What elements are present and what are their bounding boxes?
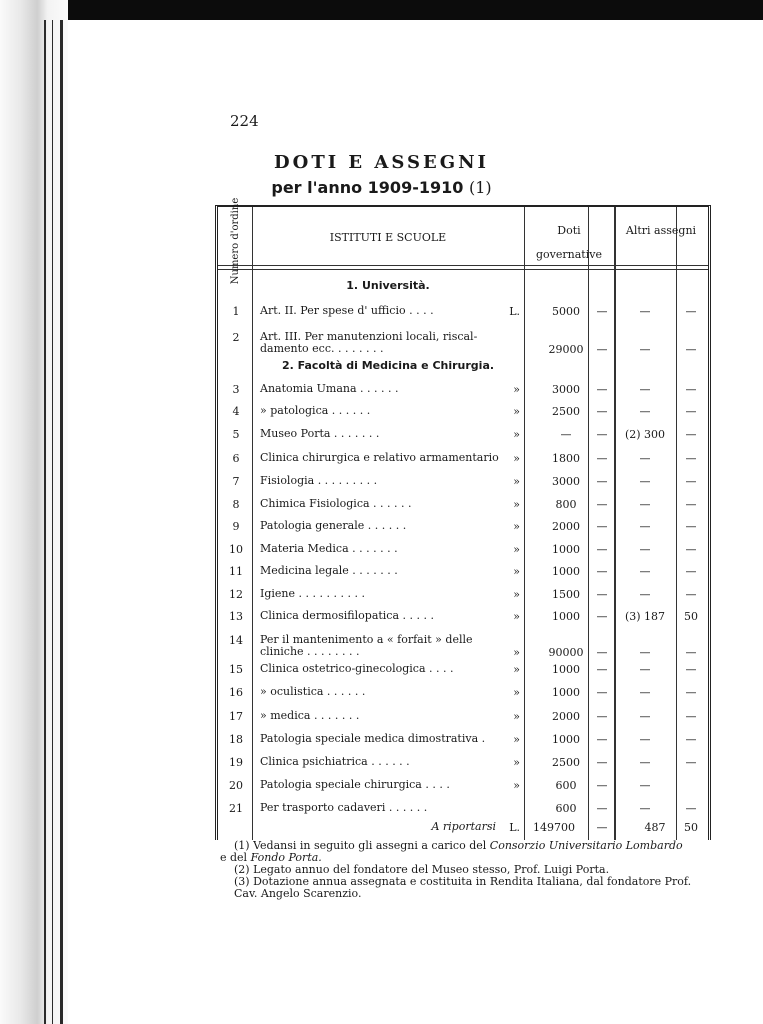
row-doti-dash: — — [596, 610, 608, 623]
row-altri-extra: — — [685, 383, 697, 396]
row-unit: » — [513, 610, 520, 623]
row-doti-dash: — — [596, 802, 608, 815]
row-number: 20 — [229, 779, 243, 792]
row-doti: 90000 — [548, 646, 584, 659]
total-altri: 487 — [644, 821, 666, 834]
row-doti: 600 — [555, 779, 577, 792]
row-altri: (2) 300 — [624, 428, 666, 441]
row-altri-extra: — — [685, 646, 697, 659]
section-facolta: 2. Facoltà di Medicina e Chirurgia. — [281, 359, 495, 372]
row-doti-dash: — — [596, 475, 608, 488]
footnote-2: (2) Legato annuo del fondatore del Museo stesso, Prof. Luigi Porta. — [234, 863, 610, 876]
page-subtitle — [0, 178, 763, 197]
row-description: Fisiologia . . . . . . . . . — [260, 474, 378, 487]
row-doti: 2000 — [552, 520, 580, 533]
row-altri-extra: — — [685, 452, 697, 465]
row-unit: » — [513, 475, 520, 488]
row-altri: — — [639, 452, 651, 465]
row-description: Materia Medica . . . . . . . — [260, 542, 398, 555]
row-number: 2 — [232, 331, 240, 344]
row-altri-extra: — — [685, 565, 697, 578]
row-doti: 1000 — [552, 663, 580, 676]
footnote-1-cont: e del Fondo Porta. — [220, 851, 322, 864]
row-doti-dash: — — [596, 588, 608, 601]
row-altri: — — [639, 405, 651, 418]
row-doti: 3000 — [552, 475, 580, 488]
row-doti: 2000 — [552, 710, 580, 723]
row-altri-extra: — — [685, 343, 697, 356]
row-description: Igiene . . . . . . . . . . — [260, 587, 365, 600]
row-unit: » — [513, 498, 520, 511]
row-altri-extra: — — [685, 543, 697, 556]
row-number: 17 — [229, 710, 243, 723]
row-unit: L. — [509, 305, 520, 318]
row-doti: 1000 — [552, 610, 580, 623]
total-label: A riportarsi — [431, 820, 496, 833]
row-doti-dash: — — [596, 779, 608, 792]
total-altri2: 50 — [684, 821, 698, 834]
row-doti-dash: — — [596, 452, 608, 465]
row-description: Clinica ostetrico-ginecologica . . . . — [260, 662, 454, 675]
row-doti: 2500 — [552, 756, 580, 769]
row-description: Patologia speciale chirurgica . . . . — [260, 778, 450, 791]
row-description: Patologia generale . . . . . . — [260, 519, 407, 532]
row-altri: — — [639, 646, 651, 659]
row-altri-extra: — — [685, 588, 697, 601]
header-institutes: ISTITUTI E SCUOLE — [329, 231, 447, 244]
row-doti: 1800 — [552, 452, 580, 465]
row-altri: — — [639, 710, 651, 723]
row-doti-dash: — — [596, 646, 608, 659]
row-altri: — — [639, 686, 651, 699]
row-altri-extra: — — [685, 428, 697, 441]
row-unit: » — [513, 452, 520, 465]
row-doti-dash: — — [596, 710, 608, 723]
header-altri: Altri assegni — [625, 224, 697, 237]
page-title: DOTI E ASSEGNI — [274, 152, 489, 173]
row-number: 14 — [229, 634, 243, 647]
row-altri: — — [639, 543, 651, 556]
row-unit: » — [513, 663, 520, 676]
row-description: » patologica . . . . . . — [260, 404, 371, 417]
row-doti-dash: — — [596, 663, 608, 676]
row-description: Patologia speciale medica dimostrativa . — [260, 732, 486, 745]
row-altri-extra: — — [685, 756, 697, 769]
row-description: Art. III. Per manutenzioni locali, riscal- damento ecc. . . . . . . . — [260, 330, 478, 355]
budget-table — [215, 197, 711, 840]
row-unit: » — [513, 405, 520, 418]
row-number: 13 — [229, 610, 243, 623]
row-doti-dash: — — [596, 543, 608, 556]
row-description: Chimica Fisiologica . . . . . . — [260, 497, 412, 510]
row-unit: » — [513, 543, 520, 556]
row-doti-dash: — — [596, 686, 608, 699]
row-number: 15 — [229, 663, 243, 676]
row-number: 1 — [232, 305, 240, 318]
row-altri: — — [639, 305, 651, 318]
row-description: » medica . . . . . . . — [260, 709, 360, 722]
row-number: 7 — [232, 475, 240, 488]
row-doti-dash: — — [596, 756, 608, 769]
total-doti: 149700 — [533, 821, 575, 834]
row-doti: 600 — [555, 802, 577, 815]
row-unit: » — [513, 646, 520, 659]
row-description: Clinica chirurgica e relativo armamentario — [260, 451, 499, 464]
footnotes — [220, 840, 700, 900]
row-doti: 1000 — [552, 733, 580, 746]
row-number: 19 — [229, 756, 243, 769]
row-number: 9 — [232, 520, 240, 533]
row-unit: » — [513, 428, 520, 441]
row-doti: 1000 — [552, 543, 580, 556]
row-number: 11 — [229, 565, 243, 578]
row-doti-dash: — — [596, 733, 608, 746]
row-number: 16 — [229, 686, 243, 699]
row-doti: 29000 — [548, 343, 584, 356]
row-altri: (3) 187 — [624, 610, 666, 623]
row-altri: — — [639, 802, 651, 815]
row-altri: — — [639, 663, 651, 676]
row-number: 6 — [232, 452, 240, 465]
row-altri-extra: — — [685, 305, 697, 318]
row-description: Art. II. Per spese d' ufficio . . . . — [260, 304, 434, 317]
row-altri: — — [639, 733, 651, 746]
row-description: Clinica psichiatrica . . . . . . — [260, 755, 410, 768]
row-doti: 1000 — [552, 686, 580, 699]
row-unit: » — [513, 733, 520, 746]
total-unit: L. — [509, 821, 520, 834]
row-altri: — — [639, 383, 651, 396]
row-doti-dash: — — [596, 343, 608, 356]
row-doti: 3000 — [552, 383, 580, 396]
row-description: Per trasporto cadaveri . . . . . . — [260, 801, 428, 814]
row-altri: — — [639, 779, 651, 792]
footnote-1: (1) Vedansi in seguito gli assegni a carico del Consorzio Universitario Lombardo — [234, 839, 683, 852]
section-universita: 1. Università. — [346, 279, 430, 292]
row-unit: » — [513, 383, 520, 396]
row-altri: — — [639, 565, 651, 578]
page-number: 224 — [230, 112, 259, 130]
row-doti: — — [560, 428, 572, 441]
row-altri-extra: — — [685, 663, 697, 676]
row-unit: » — [513, 686, 520, 699]
row-altri: — — [639, 520, 651, 533]
row-doti-dash: — — [596, 520, 608, 533]
footnote-3: (3) Dotazione annua assegnata e costituita in Rendita Italiana, dal fondatore Prof. Cav. Angelo Scarenzio. — [234, 875, 692, 900]
row-description: Per il mantenimento a « forfait » delle cliniche . . . . . . . . — [260, 633, 473, 658]
row-number: 5 — [232, 428, 240, 441]
row-altri-extra: — — [685, 686, 697, 699]
row-altri-extra: — — [685, 520, 697, 533]
row-altri-extra: — — [685, 405, 697, 418]
row-altri-extra: — — [685, 475, 697, 488]
row-number: 3 — [232, 383, 240, 396]
row-number: 21 — [229, 802, 243, 815]
row-unit: » — [513, 520, 520, 533]
row-unit: » — [513, 710, 520, 723]
row-altri: — — [639, 343, 651, 356]
row-doti: 1500 — [552, 588, 580, 601]
row-doti-dash: — — [596, 305, 608, 318]
row-number: 18 — [229, 733, 243, 746]
row-unit: » — [513, 565, 520, 578]
header-number: Numero d'ordine — [230, 197, 242, 285]
row-doti-dash: — — [596, 405, 608, 418]
row-doti-dash: — — [596, 498, 608, 511]
row-description: Museo Porta . . . . . . . — [260, 427, 380, 440]
row-altri-extra: 50 — [684, 610, 698, 623]
row-altri-extra: — — [685, 498, 697, 511]
row-unit: » — [513, 779, 520, 792]
row-description: Clinica dermosifilopatica . . . . . — [260, 609, 434, 622]
row-doti-dash: — — [596, 383, 608, 396]
row-description: Medicina legale . . . . . . . — [260, 564, 398, 577]
row-doti-dash: — — [596, 565, 608, 578]
row-doti: 1000 — [552, 565, 580, 578]
row-altri: — — [639, 475, 651, 488]
row-number: 4 — [232, 405, 240, 418]
scan-top-border — [0, 0, 763, 20]
row-unit: » — [513, 588, 520, 601]
header-doti: Doti governative — [536, 224, 602, 261]
row-altri-extra: — — [685, 802, 697, 815]
row-altri: — — [639, 588, 651, 601]
row-number: 8 — [232, 498, 240, 511]
row-description: Anatomia Umana . . . . . . — [260, 382, 399, 395]
row-unit: » — [513, 756, 520, 769]
row-doti: 5000 — [552, 305, 580, 318]
subtitle-note: (1) — [468, 178, 492, 197]
row-number: 10 — [229, 543, 243, 556]
row-doti-dash: — — [596, 428, 608, 441]
row-description: » oculistica . . . . . . — [260, 685, 366, 698]
total-dash: — — [596, 821, 608, 834]
row-altri-extra: — — [685, 733, 697, 746]
subtitle-text: per l'anno 1909-1910 — [271, 178, 464, 197]
row-altri-extra: — — [685, 710, 697, 723]
row-altri: — — [639, 756, 651, 769]
row-doti: 800 — [555, 498, 577, 511]
row-altri: — — [639, 498, 651, 511]
row-doti: 2500 — [552, 405, 580, 418]
row-number: 12 — [229, 588, 243, 601]
